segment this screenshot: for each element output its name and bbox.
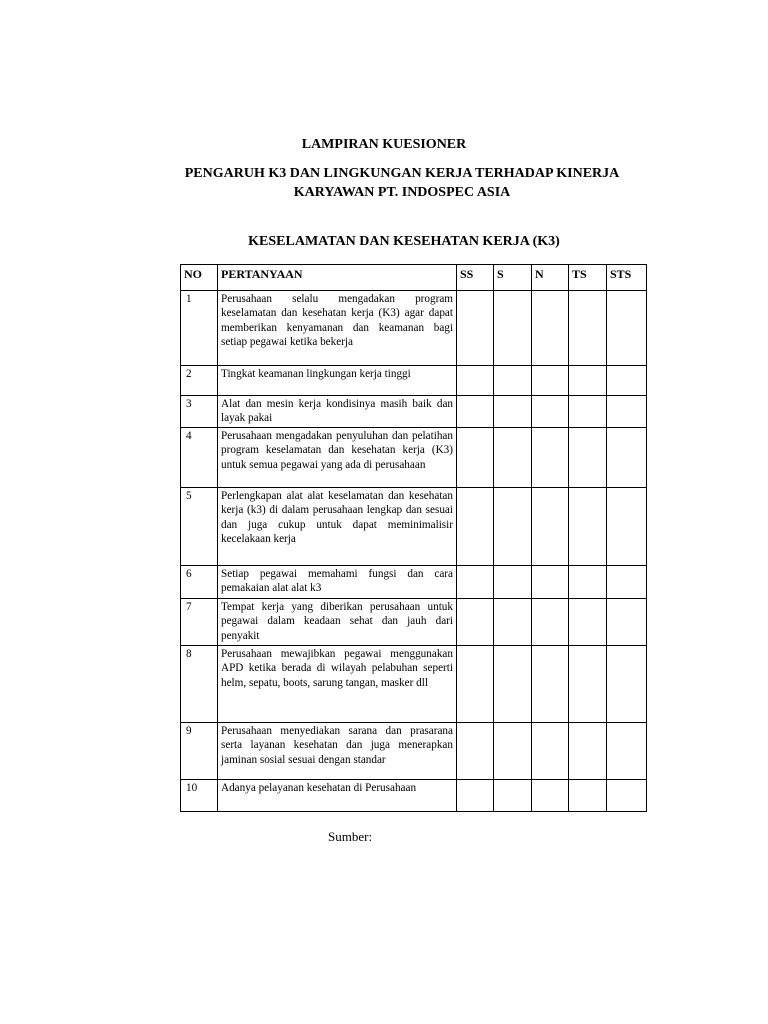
question-text: Perlengkapan alat alat keselamatan dan kesehatan kerja (k3) di dalam perusahaan lengkap dan sesuai dan juga cukup untuk dapat meminimalisir kecelakaan kerja [218,488,457,566]
question-text: Perusahaan mengadakan penyuluhan dan pelatihan program keselamatan dan kesehatan kerja (K3) untuk semua pegawai yang ada di perusahaan [218,428,457,488]
answer-cell-ts[interactable] [569,291,607,366]
header-s: S [494,265,532,291]
answer-cell-sts[interactable] [607,599,647,646]
answer-cell-ts[interactable] [569,646,607,723]
answer-cell-ss[interactable] [457,396,494,428]
question-number: 10 [181,780,218,812]
page-title: LAMPIRAN KUESIONER [301,137,467,152]
answer-cell-sts[interactable] [607,646,647,723]
questionnaire-table [180,264,647,812]
table-row [181,646,647,723]
header-no: NO [181,265,218,291]
question-number: 6 [181,566,218,599]
page-subtitle [150,164,654,202]
answer-cell-sts[interactable] [607,396,647,428]
table-row [181,428,647,488]
answer-cell-s[interactable] [494,488,532,566]
table-row [181,723,647,780]
question-text: Perusahaan menyediakan sarana dan prasarana serta layanan kesehatan dan juga menerapkan jaminan sosial sesuai dengan standar [218,723,457,780]
answer-cell-n[interactable] [532,646,569,723]
answer-cell-ss[interactable] [457,723,494,780]
question-number: 5 [181,488,218,566]
question-text: Setiap pegawai memahami fungsi dan cara pemakaian alat alat k3 [218,566,457,599]
answer-cell-ts[interactable] [569,723,607,780]
answer-cell-ts[interactable] [569,599,607,646]
table-row [181,599,647,646]
answer-cell-n[interactable] [532,780,569,812]
answer-cell-ss[interactable] [457,646,494,723]
answer-cell-ss[interactable] [457,291,494,366]
answer-cell-sts[interactable] [607,566,647,599]
header-ss: SS [457,265,494,291]
answer-cell-n[interactable] [532,428,569,488]
answer-cell-s[interactable] [494,599,532,646]
answer-cell-s[interactable] [494,566,532,599]
section-title: KESELAMATAN DAN KESEHATAN KERJA (K3) [248,234,560,249]
answer-cell-n[interactable] [532,599,569,646]
answer-cell-sts[interactable] [607,780,647,812]
header-sts: STS [607,265,647,291]
header-n: N [532,265,569,291]
answer-cell-n[interactable] [532,566,569,599]
answer-cell-n[interactable] [532,723,569,780]
answer-cell-ts[interactable] [569,428,607,488]
answer-cell-ts[interactable] [569,566,607,599]
answer-cell-ss[interactable] [457,428,494,488]
answer-cell-sts[interactable] [607,723,647,780]
header-ts: TS [569,265,607,291]
answer-cell-sts[interactable] [607,488,647,566]
question-number: 2 [181,366,218,396]
answer-cell-s[interactable] [494,780,532,812]
question-text: Tempat kerja yang diberikan perusahaan untuk pegawai dalam keadaan sehat dan jauh dari penyakit [218,599,457,646]
answer-cell-n[interactable] [532,291,569,366]
answer-cell-ss[interactable] [457,366,494,396]
question-number: 9 [181,723,218,780]
question-number: 7 [181,599,218,646]
answer-cell-s[interactable] [494,291,532,366]
answer-cell-n[interactable] [532,488,569,566]
answer-cell-ss[interactable] [457,488,494,566]
subtitle-line-1: PENGARUH K3 DAN LINGKUNGAN KERJA TERHADAP KINERJA [184,166,620,181]
table-row [181,488,647,566]
answer-cell-ts[interactable] [569,366,607,396]
source-label: Sumber: [328,829,373,844]
answer-cell-ts[interactable] [569,396,607,428]
table-row [181,566,647,599]
table-row [181,780,647,812]
question-text: Adanya pelayanan kesehatan di Perusahaan [218,780,457,812]
header-question: PERTANYAAN [218,265,457,291]
question-text: Perusahaan mewajibkan pegawai menggunakan APD ketika berada di wilayah pelabuhan seperti helm, sepatu, boots, sarung tangan, masker dll [218,646,457,723]
table-row [181,366,647,396]
table-body [181,291,647,812]
answer-cell-ts[interactable] [569,780,607,812]
answer-cell-ts[interactable] [569,488,607,566]
answer-cell-s[interactable] [494,396,532,428]
question-text: Perusahaan selalu mengadakan program keselamatan dan kesehatan kerja (K3) agar dapat memberikan kenyamanan dan keamanan bagi setiap pegawai ketika bekerja [218,291,457,366]
answer-cell-s[interactable] [494,366,532,396]
answer-cell-s[interactable] [494,646,532,723]
answer-cell-s[interactable] [494,723,532,780]
question-text: Tingkat keamanan lingkungan kerja tinggi [218,366,457,396]
answer-cell-sts[interactable] [607,291,647,366]
table-header-row [181,265,647,291]
question-text: Alat dan mesin kerja kondisinya masih baik dan layak pakai [218,396,457,428]
question-number: 1 [181,291,218,366]
table-row [181,396,647,428]
question-number: 3 [181,396,218,428]
answer-cell-s[interactable] [494,428,532,488]
subtitle-line-2: KARYAWAN PT. INDOSPEC ASIA [293,185,511,200]
table-row [181,291,647,366]
answer-cell-ss[interactable] [457,780,494,812]
answer-cell-sts[interactable] [607,428,647,488]
answer-cell-n[interactable] [532,366,569,396]
answer-cell-ss[interactable] [457,599,494,646]
question-number: 4 [181,428,218,488]
answer-cell-sts[interactable] [607,366,647,396]
answer-cell-n[interactable] [532,396,569,428]
answer-cell-ss[interactable] [457,566,494,599]
question-number: 8 [181,646,218,723]
